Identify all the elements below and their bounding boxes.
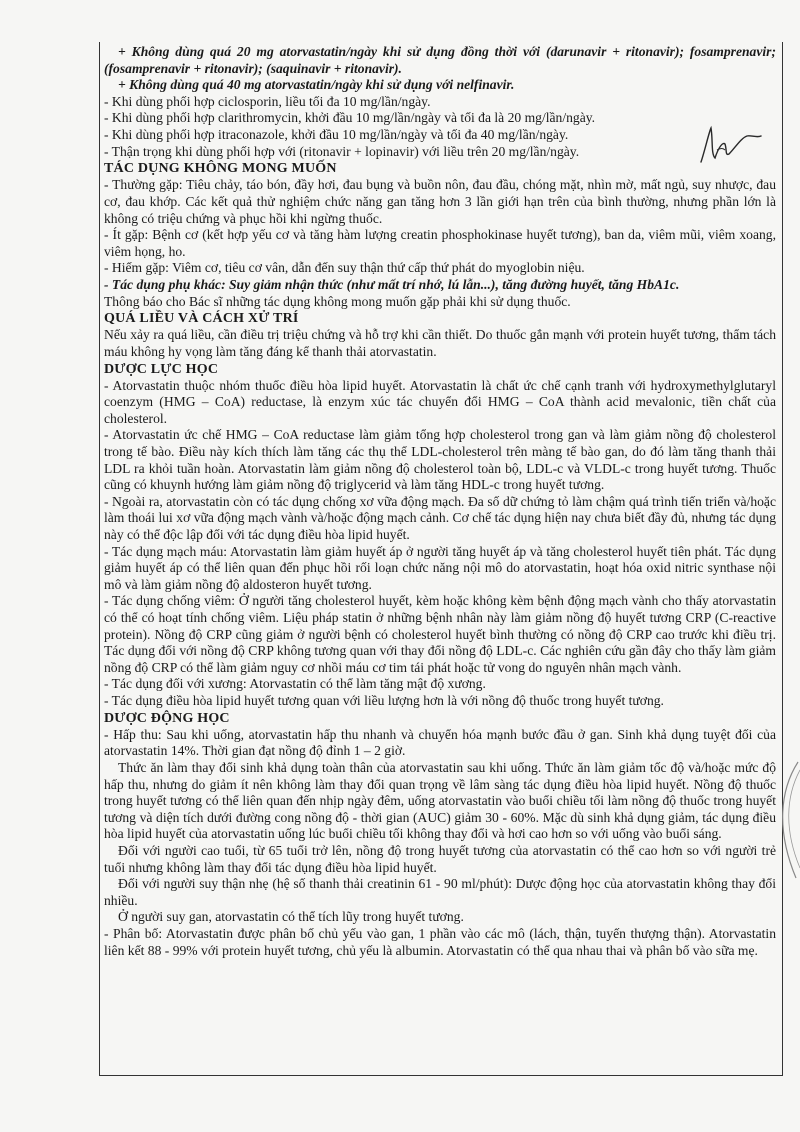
dose-line-ciclosporin: - Khi dùng phối hợp ciclosporin, liều tối đa 10 mg/lần/ngày. [104, 93, 431, 109]
dose-line-ritonavir-lopinavir: - Thận trọng khi dùng phối hợp với (ritonavir + lopinavir) với liều trên 20 mg/lần/ngày. [104, 143, 580, 159]
pd-paragraph-6: - Tác dụng đối với xương: Atorvastatin có thể làm tăng mật độ xương. [104, 676, 486, 692]
pk-hepatic: Ở người suy gan, atorvastatin có thể tích lũy trong huyết tương. [118, 909, 464, 925]
heading-pharmacokinetics: DƯỢC ĐỘNG HỌC [104, 710, 230, 726]
overdose-text: Nếu xảy ra quá liều, cần điều trị triệu chứng và hỗ trợ khi cần thiết. Do thuốc gắn mạnh với protein huyết tương, thẩm tách máu không hy vọng làm tăng đáng kể thanh thải atorvastatin. [104, 327, 776, 359]
document-body [104, 44, 776, 959]
pd-paragraph-7: - Tác dụng điều hòa lipid huyết tương quan với liều lượng hơn là với nồng độ thuốc trong huyết tương. [104, 692, 664, 708]
heading-pharmacodynamics: DƯỢC LỰC HỌC [104, 361, 219, 377]
pk-elderly: Đối với người cao tuổi, từ 65 tuổi trở lên, nồng độ trong huyết tương của atorvastatin có thể cao hơn so với người trẻ tuổi nhưng không làm thay đổi tác dụng điều hòa lipid huyết. [104, 842, 776, 875]
pk-food-effect: Thức ăn làm thay đổi sinh khả dụng toàn thân của atorvastatin sau khi uống. Thức ăn làm giảm tốc độ và/hoặc mức độ hấp thu, nhưng do giảm ít nên không làm thay đổi quan trọng về lâm sàng tác dụng điều hòa lipid huyết. Nồng độ thuốc trong huyết tương có thể liên quan đến nhịp ngày đêm, uống atorvastatin vào buổi chiều tối làm nồng độ thuốc trong huyết tương và diện tích dưới đường cong nồng độ - thời gian (AUC) giảm 30 - 60%. Mặc dù sinh khả dụng giảm, tác dụng điều hòa lipid huyết của atorvastatin uống lúc buổi chiều tối không thay đổi và hơi cao hơn so với uống vào buổi sáng. [104, 759, 776, 842]
warning-line-2: + Không dùng quá 40 mg atorvastatin/ngày khi sử dụng với nelfinavir. [118, 77, 515, 93]
heading-adverse-effects: TÁC DỤNG KHÔNG MONG MUỐN [104, 161, 337, 177]
pd-paragraph-1: - Atorvastatin thuộc nhóm thuốc điều hòa lipid huyết. Atorvastatin là chất ức chế cạnh tranh với hydroxymethylglutaryl coenzym (HMG – CoA) reductase, là enzym xúc tác chuyển đổi HMG – CoA thành acid mevalonic, tiền chất của cholesterol. [104, 377, 776, 426]
warning-line-1: + Không dùng quá 20 mg atorvastatin/ngày khi sử dụng đồng thời với (darunavir + ritonavir); fosamprenavir; (fosamprenavir + ritonavir); (saquinavir + ritonavir). [104, 44, 776, 76]
pd-paragraph-4: - Tác dụng mạch máu: Atorvastatin làm giảm huyết áp ở người tăng huyết áp và tăng cholesterol huyết tiên phát. Tác dụng giảm huyết áp có thể liên quan đến phục hồi rối loạn chức năng nội mô do atorvastatin, hoạt hóa oxid nitric synthase nội mô và làm giảm nồng độ aldosteron huyết tương. [104, 543, 776, 592]
adverse-notice: Thông báo cho Bác sĩ những tác dụng không mong muốn gặp phải khi sử dụng thuốc. [104, 293, 571, 309]
heading-overdose: QUÁ LIỀU VÀ CÁCH XỬ TRÍ [104, 311, 299, 327]
handwritten-signature [695, 120, 765, 170]
pd-paragraph-5: - Tác dụng chống viêm: Ở người tăng cholesterol huyết, kèm hoặc không kèm bệnh động mạch vành cho thấy atorvastatin có thể có hoạt tính chống viêm. Liệu pháp statin ở những bệnh nhân này làm giảm nồng độ huyết tương CRP (C-reactive protein). Nồng độ CRP cũng giảm ở người bệnh có cholesterol huyết bình thường có nồng độ CRP cao trước khi điều trị. Tác dụng đối với nồng độ CRP không tương quan với thay đổi nồng độ LDL-c. Các nghiên cứu gần đây cho thấy làm giảm nồng độ CRP có thể làm giảm nguy cơ nhồi máu cơ tim tái phát hoặc tử vong do nguyên nhân mạch vành. [104, 593, 776, 675]
adverse-uncommon: - Ít gặp: Bệnh cơ (kết hợp yếu cơ và tăng hàm lượng creatin phosphokinase huyết tương), ban da, viêm mũi, viêm xoang, viêm họng, ho. [104, 227, 776, 259]
stamp-mark [770, 760, 800, 880]
adverse-rare: - Hiếm gặp: Viêm cơ, tiêu cơ vân, dẫn đến suy thận thứ cấp thứ phát do myoglobin niệu. [104, 260, 585, 276]
adverse-common: - Thường gặp: Tiêu chảy, táo bón, đầy hơi, đau bụng và buồn nôn, đau đầu, chóng mặt, nhìn mờ, mất ngủ, suy nhược, đau cơ, đau khớp. Các kết quả thử nghiệm chức năng gan tăng hơn 3 lần giới hạn trên của bình thường, nhưng phần lớn là không có triệu chứng và phục hồi khi ngừng thuốc. [104, 177, 776, 226]
pd-paragraph-2: - Atorvastatin ức chế HMG – CoA reductase làm giảm tổng hợp cholesterol trong gan và làm giảm nồng độ cholesterol trong tế bào. Điều này kích thích làm tăng các thụ thể LDL-cholesterol trên màng tế bào gan, do đó làm tăng thanh thải LDL ra khỏi tuần hoàn. Atorvastatin làm giảm nồng độ cholesterol toàn bộ, LDL-c và VLDL-c trong huyết tương. Thuốc cũng có khuynh hướng làm giảm nồng độ triglycerid và làm tăng HDL-c trong huyết tương. [104, 427, 776, 493]
dose-line-itraconazole: - Khi dùng phối hợp itraconazole, khởi đầu 10 mg/lần/ngày và tối đa 40 mg/lần/ngày. [104, 126, 569, 142]
pk-distribution: - Phân bố: Atorvastatin được phân bố chủ yếu vào gan, 1 phần vào các mô (lách, thận, tuyến thượng thận). Atorvastatin liên kết 88 - 99% với protein huyết tương, chủ yếu là albumin. Atorvastatin có thể qua nhau thai và phân bố vào sữa mẹ. [104, 925, 776, 958]
dose-line-clarithromycin: - Khi dùng phối hợp clarithromycin, khởi đầu 10 mg/lần/ngày và tối đa là 20 mg/lần/ngày. [104, 110, 596, 126]
pd-paragraph-3: - Ngoài ra, atorvastatin còn có tác dụng chống xơ vữa động mạch. Đa số dữ chứng tỏ làm chậm quá trình tiến triển và/hoặc làm thoái lui xơ vữa động mạch vành và/hoặc động mạch cảnh. Cơ chế tác dụng hiện nay chưa biết đầy đủ, nhưng tác dụng này có thể độc lập đối với tác dụng điều hòa lipid huyết. [104, 493, 776, 543]
pk-absorption: - Hấp thu: Sau khi uống, atorvastatin hấp thu nhanh và chuyển hóa mạnh bước đầu ở gan. Sinh khả dụng tuyệt đối của atorvastatin 14%. Thời gian đạt nồng độ đỉnh 1 – 2 giờ. [104, 726, 776, 759]
adverse-other: - Tác dụng phụ khác: Suy giảm nhận thức (như mất trí nhớ, lú lẫn...), tăng đường huyết, tăng HbA1c. [104, 276, 680, 292]
pk-renal: Đối với người suy thận nhẹ (hệ số thanh thải creatinin 61 - 90 ml/phút): Dược động học của atorvastatin không thay đổi nhiều. [104, 876, 776, 908]
